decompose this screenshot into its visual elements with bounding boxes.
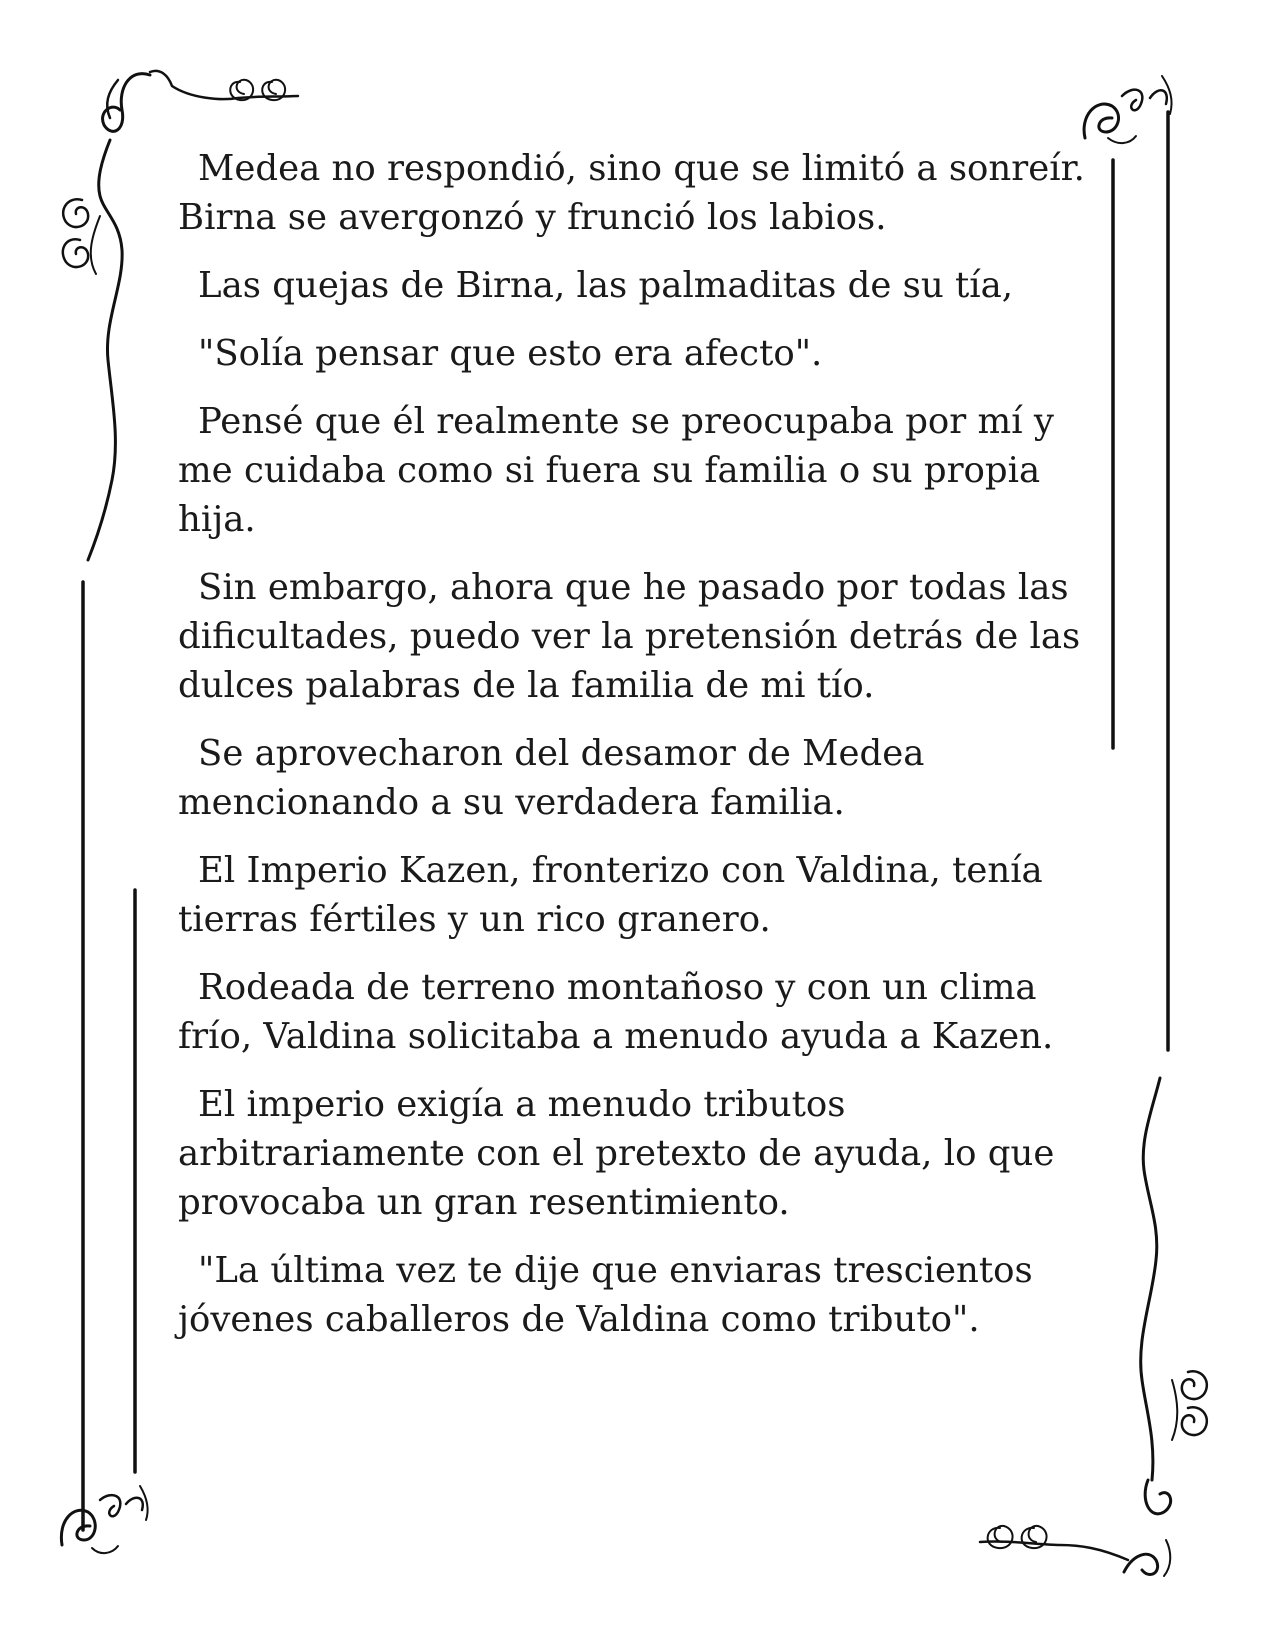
paragraph: Sin embargo, ahora que he pasado por todas las dificultades, puedo ver la pretensión detrás de las dulces palabras de la familia de mi tío. — [178, 567, 1081, 706]
paragraph: Pensé que él realmente se preocupaba por mí y me cuidaba como si fuera su familia o su propia hija. — [178, 401, 1054, 540]
paragraph: "La última vez te dije que enviaras trescientos jóvenes caballeros de Valdina como tributo". — [178, 1250, 1033, 1340]
paragraph: Las quejas de Birna, las palmaditas de su tía, — [198, 265, 1014, 306]
paragraph: Medea no respondió, sino que se limitó a sonreír. Birna se avergonzó y frunció los labios. — [178, 148, 1085, 238]
paragraph: Se aprovecharon del desamor de Medea mencionando a su verdadera familia. — [178, 733, 925, 823]
document-body — [178, 144, 1098, 1363]
top-right-flourish-icon — [1084, 76, 1172, 143]
paragraph: El imperio exigía a menudo tributos arbitrariamente con el pretexto de ayuda, lo que provocaba un gran resentimiento. — [178, 1084, 1055, 1223]
paragraph: "Solía pensar que esto era afecto". — [198, 333, 823, 374]
paragraph: Rodeada de terreno montañoso y con un clima frío, Valdina solicitaba a menudo ayuda a Kazen. — [178, 967, 1054, 1057]
paragraph: El Imperio Kazen, fronterizo con Valdina, tenía tierras fértiles y un rico granero. — [178, 850, 1043, 940]
bottom-left-flourish-icon — [61, 1486, 147, 1553]
